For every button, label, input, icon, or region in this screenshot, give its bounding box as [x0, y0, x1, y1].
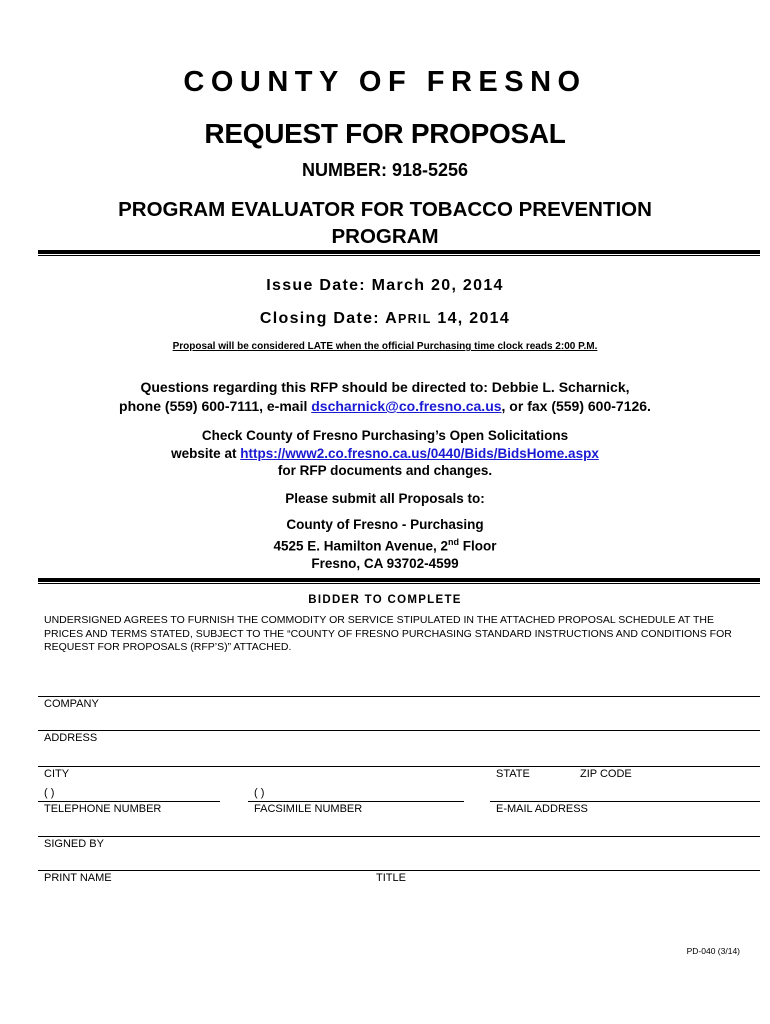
- address-line1: County of Fresno - Purchasing: [286, 517, 484, 532]
- print-name-title-line[interactable]: [38, 870, 760, 871]
- print-name-label: PRINT NAME: [44, 872, 112, 884]
- form-id: PD-040 (3/14): [686, 946, 740, 956]
- email-link[interactable]: dscharnick@co.fresno.ca.us: [311, 398, 502, 414]
- city-state-zip-line[interactable]: [38, 766, 760, 767]
- rfp-number-label: NUMBER:: [301, 160, 387, 180]
- address-line[interactable]: [38, 730, 760, 731]
- program-title-line1: PROGRAM EVALUATOR FOR TOBACCO PREVENTION: [118, 198, 652, 221]
- address-line2: 4525 E. Hamilton Avenue, 2nd Floor: [273, 536, 497, 553]
- bids-website-link[interactable]: https://www2.co.fresno.ca.us/0440/Bids/BidsHome.aspx: [240, 445, 599, 461]
- website-line2: website at https://www2.co.fresno.ca.us/0440/Bids/BidsHome.aspx: [171, 445, 599, 461]
- document-title: REQUEST FOR PROPOSAL: [204, 118, 566, 149]
- closing-date-label: Closing Date:: [259, 310, 380, 327]
- issue-date: [0, 277, 770, 295]
- issue-date-label: Issue Date:: [266, 277, 366, 294]
- company-line[interactable]: [38, 696, 760, 697]
- contact-info: [0, 378, 770, 416]
- program-title: [0, 196, 770, 250]
- bidder-statement: UNDERSIGNED AGREES TO FURNISH THE COMMODITY OR SERVICE STIPULATED IN THE ATTACHED PROPOSAL SCHEDULE AT THE PRICES AND TERMS STATED, SUBJECT TO THE “COUNTY OF FRESNO PURCHASING STANDARD INSTRUCTIONS AND CONDITIONS FOR REQUEST FOR PROPOSALS (RFP’S)” ATTACHED.: [44, 614, 732, 653]
- signed-by-line[interactable]: [38, 836, 760, 837]
- website-info: [0, 427, 770, 480]
- company-label: COMPANY: [44, 698, 99, 710]
- facsimile-line[interactable]: [248, 801, 464, 802]
- county-heading: COUNTY OF FRESNO: [183, 66, 587, 98]
- email-line[interactable]: [490, 801, 760, 802]
- late-notice: Proposal will be considered LATE when the official Purchasing time clock reads 2:00 P.M.: [172, 341, 598, 352]
- address-line3: Fresno, CA 93702-4599: [311, 555, 459, 571]
- signed-by-label: SIGNED BY: [44, 838, 104, 850]
- email-label: E-MAIL ADDRESS: [496, 803, 588, 815]
- program-title-line2: PROGRAM: [331, 225, 439, 248]
- closing-date: [0, 310, 770, 328]
- issue-date-value: March 20, 2014: [371, 277, 504, 294]
- telephone-label: TELEPHONE NUMBER: [44, 803, 162, 815]
- title-label: TITLE: [376, 872, 406, 884]
- bidder-heading: BIDDER TO COMPLETE: [308, 594, 462, 606]
- website-line3: for RFP documents and changes.: [277, 463, 493, 478]
- bidder-divider: [38, 578, 760, 584]
- phone-area-code: ( ): [44, 787, 55, 799]
- website-line1: Check County of Fresno Purchasing’s Open Solicitations: [201, 428, 569, 443]
- submission-address: [0, 516, 770, 572]
- state-label: STATE: [496, 768, 530, 780]
- header-divider: [38, 250, 760, 256]
- contact-line2: phone (559) 600-7111, e-mail dscharnick@co.fresno.ca.us, or fax (559) 600-7126.: [119, 398, 651, 414]
- telephone-line[interactable]: [38, 801, 220, 802]
- fax-area-code: ( ): [254, 787, 265, 799]
- zip-label: ZIP CODE: [580, 768, 632, 780]
- rfp-number: [0, 160, 770, 181]
- submit-heading: Please submit all Proposals to:: [285, 491, 485, 506]
- rfp-number-value: 918-5256: [391, 160, 469, 180]
- city-label: CITY: [44, 768, 70, 780]
- contact-line1: Questions regarding this RFP should be directed to: Debbie L. Scharnick,: [140, 379, 630, 395]
- closing-date-value: 14, 2014: [437, 310, 511, 327]
- closing-date-month: APRIL: [385, 310, 432, 327]
- address-label: ADDRESS: [44, 732, 98, 744]
- facsimile-label: FACSIMILE NUMBER: [254, 803, 363, 815]
